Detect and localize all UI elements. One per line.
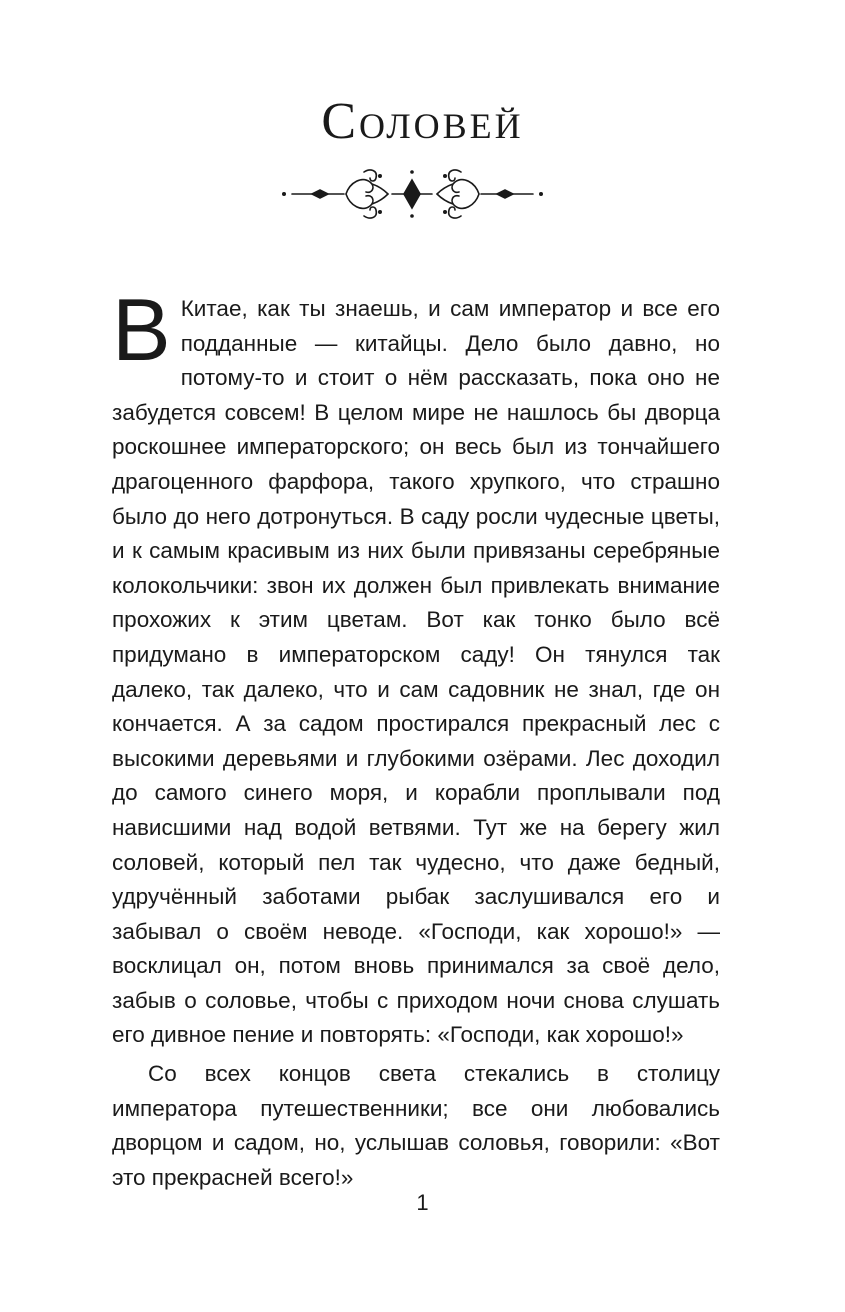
paragraph-1 <box>112 280 720 1053</box>
chapter-title: Соловей <box>321 93 524 150</box>
decorative-flourish-icon <box>280 162 545 234</box>
paragraph-2: Со всех концов света стекались в столицу императора путешественники; все они любовались дворцом и садом, но, услышав соловья, говорили: «Вот это прекрасней всего!» <box>112 1061 720 1190</box>
drop-cap: В <box>112 280 171 379</box>
paragraph-1-text: Китае, как ты знаешь, и сам император и все его подданные — китайцы. Дело было давно, но потому-то и стоит о нём рассказать, пока оно не забудется совсем! В целом мире не нашлось бы дворца роскошнее императорского; он весь был из тончайшего драгоценного фарфора, такого хрупкого, что страшно было до него дотронуться. В саду росли чудесные цветы, и к самым красивым из них были привязаны серебряные колокольчики: звон их должен был привлекать внимание прохожих к этим цветам. Вот как тонко было всё придумано в императорском саду! Он тянулся так далеко, так далеко, что и сам садовник не знал, где он кончается. А за садом простирался прекрасный лес с высокими деревьями и глубокими озёрами. Лес доходил до самого синего моря, и корабли проплывали под нависшими над водой ветвями. Тут же на берегу жил соловей, который пел так чудесно, что даже бедный, удручённый заботами рыбак заслушивался его и забывал о своём неводе. «Господи, как хорошо!» — восклицал он, потом вновь принимался за своё дело, забыв о соловье, чтобы с приходом ночи снова слушать его дивное пение и повторять: «Господи, как хорошо!» <box>112 296 720 1048</box>
page-number: 1 <box>416 1190 429 1215</box>
body-text <box>112 280 720 1195</box>
